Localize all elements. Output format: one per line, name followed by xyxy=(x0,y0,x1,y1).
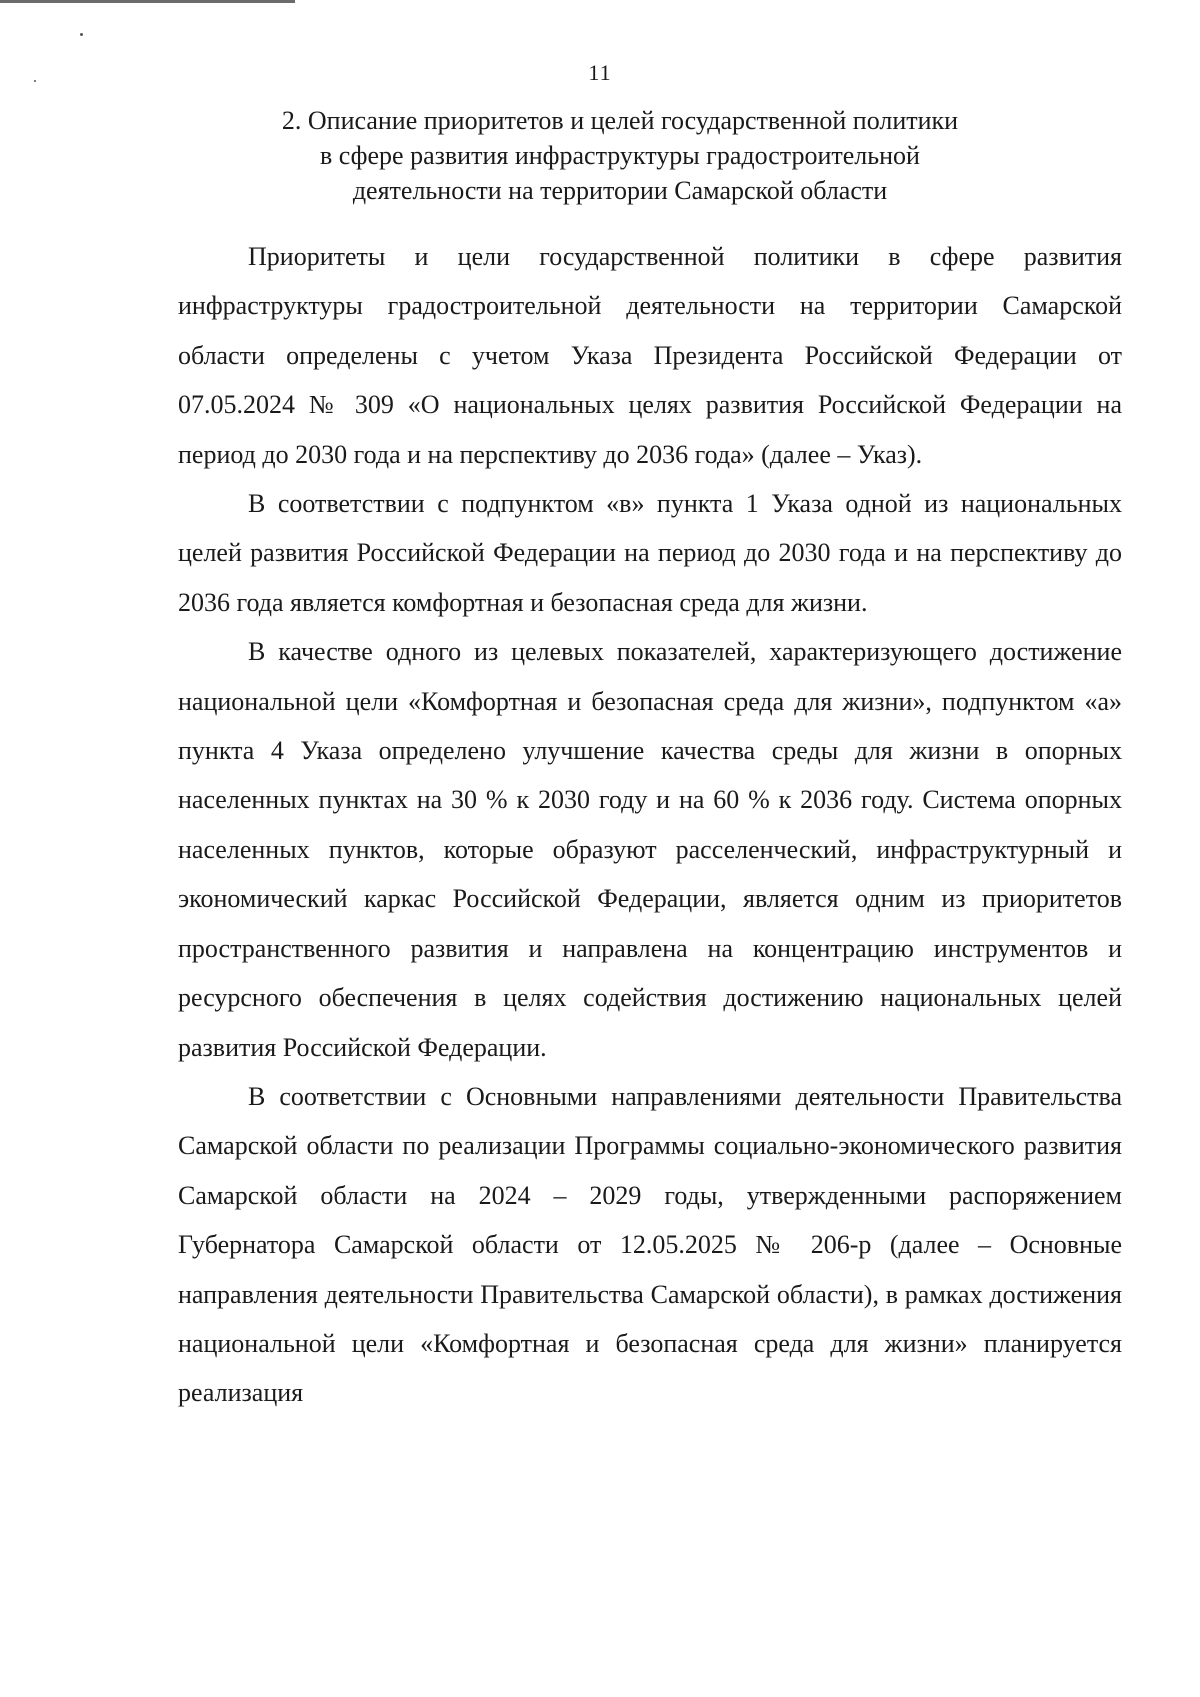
paragraph-2: В соответствии с подпунктом «в» пункта 1 Указа одной из национальных целей развития Российской Федерации на период до 2030 года и на перспективу до 2036 года является комфортная и безопасная среда для жизни. xyxy=(178,489,1122,617)
scan-speck xyxy=(80,33,83,36)
paragraph-4: В соответствии с Основными направлениями деятельности Правительства Самарской области по реализации Программы социально-экономического развития Самарской области на 2024 – 2029 годы, утвержденными распоряжением Губернатора Самарской области от 12.05.2025 № 206-р (далее – Основные направления деятельности Правительства Самарской области), в рамках достижения национальной цели «Комфортная и безопасная среда для жизни» планируется реализация xyxy=(178,1081,1122,1408)
heading-line-2: в сфере развития инфраструктуры градостроительной xyxy=(320,141,920,170)
section-heading xyxy=(180,103,1060,208)
scan-artifact-line xyxy=(0,0,295,3)
heading-line-3: деятельности на территории Самарской области xyxy=(352,176,888,205)
paragraph-1: Приоритеты и цели государственной политики в сфере развития инфраструктуры градостроительной деятельности на территории Самарской области определены с учетом Указа Президента Российской Федерации от 07.05.2024 № 309 «О национальных целях развития Российской Федерации на период до 2030 года и на перспективу до 2036 года» (далее – Указ). xyxy=(178,242,1122,469)
heading-line-1: 2. Описание приоритетов и целей государственной политики xyxy=(281,106,959,135)
paragraph-3: В качестве одного из целевых показателей, характеризующего достижение национальной цели «Комфортная и безопасная среда для жизни», подпунктом «а» пункта 4 Указа определено улучшение качества среды для жизни в опорных населенных пунктах на 30 % к 2030 году и на 60 % к 2036 году. Система опорных населенных пунктов, которые образуют расселенческий, инфраструктурный и экономический каркас Российской Федерации, является одним из приоритетов пространственного развития и направлена на концентрацию инструментов и ресурсного обеспечения в целях содействия достижению национальных целей развития Российской Федерации. xyxy=(178,637,1122,1062)
body-text xyxy=(178,232,1122,1418)
page-number: 11 xyxy=(588,60,612,85)
